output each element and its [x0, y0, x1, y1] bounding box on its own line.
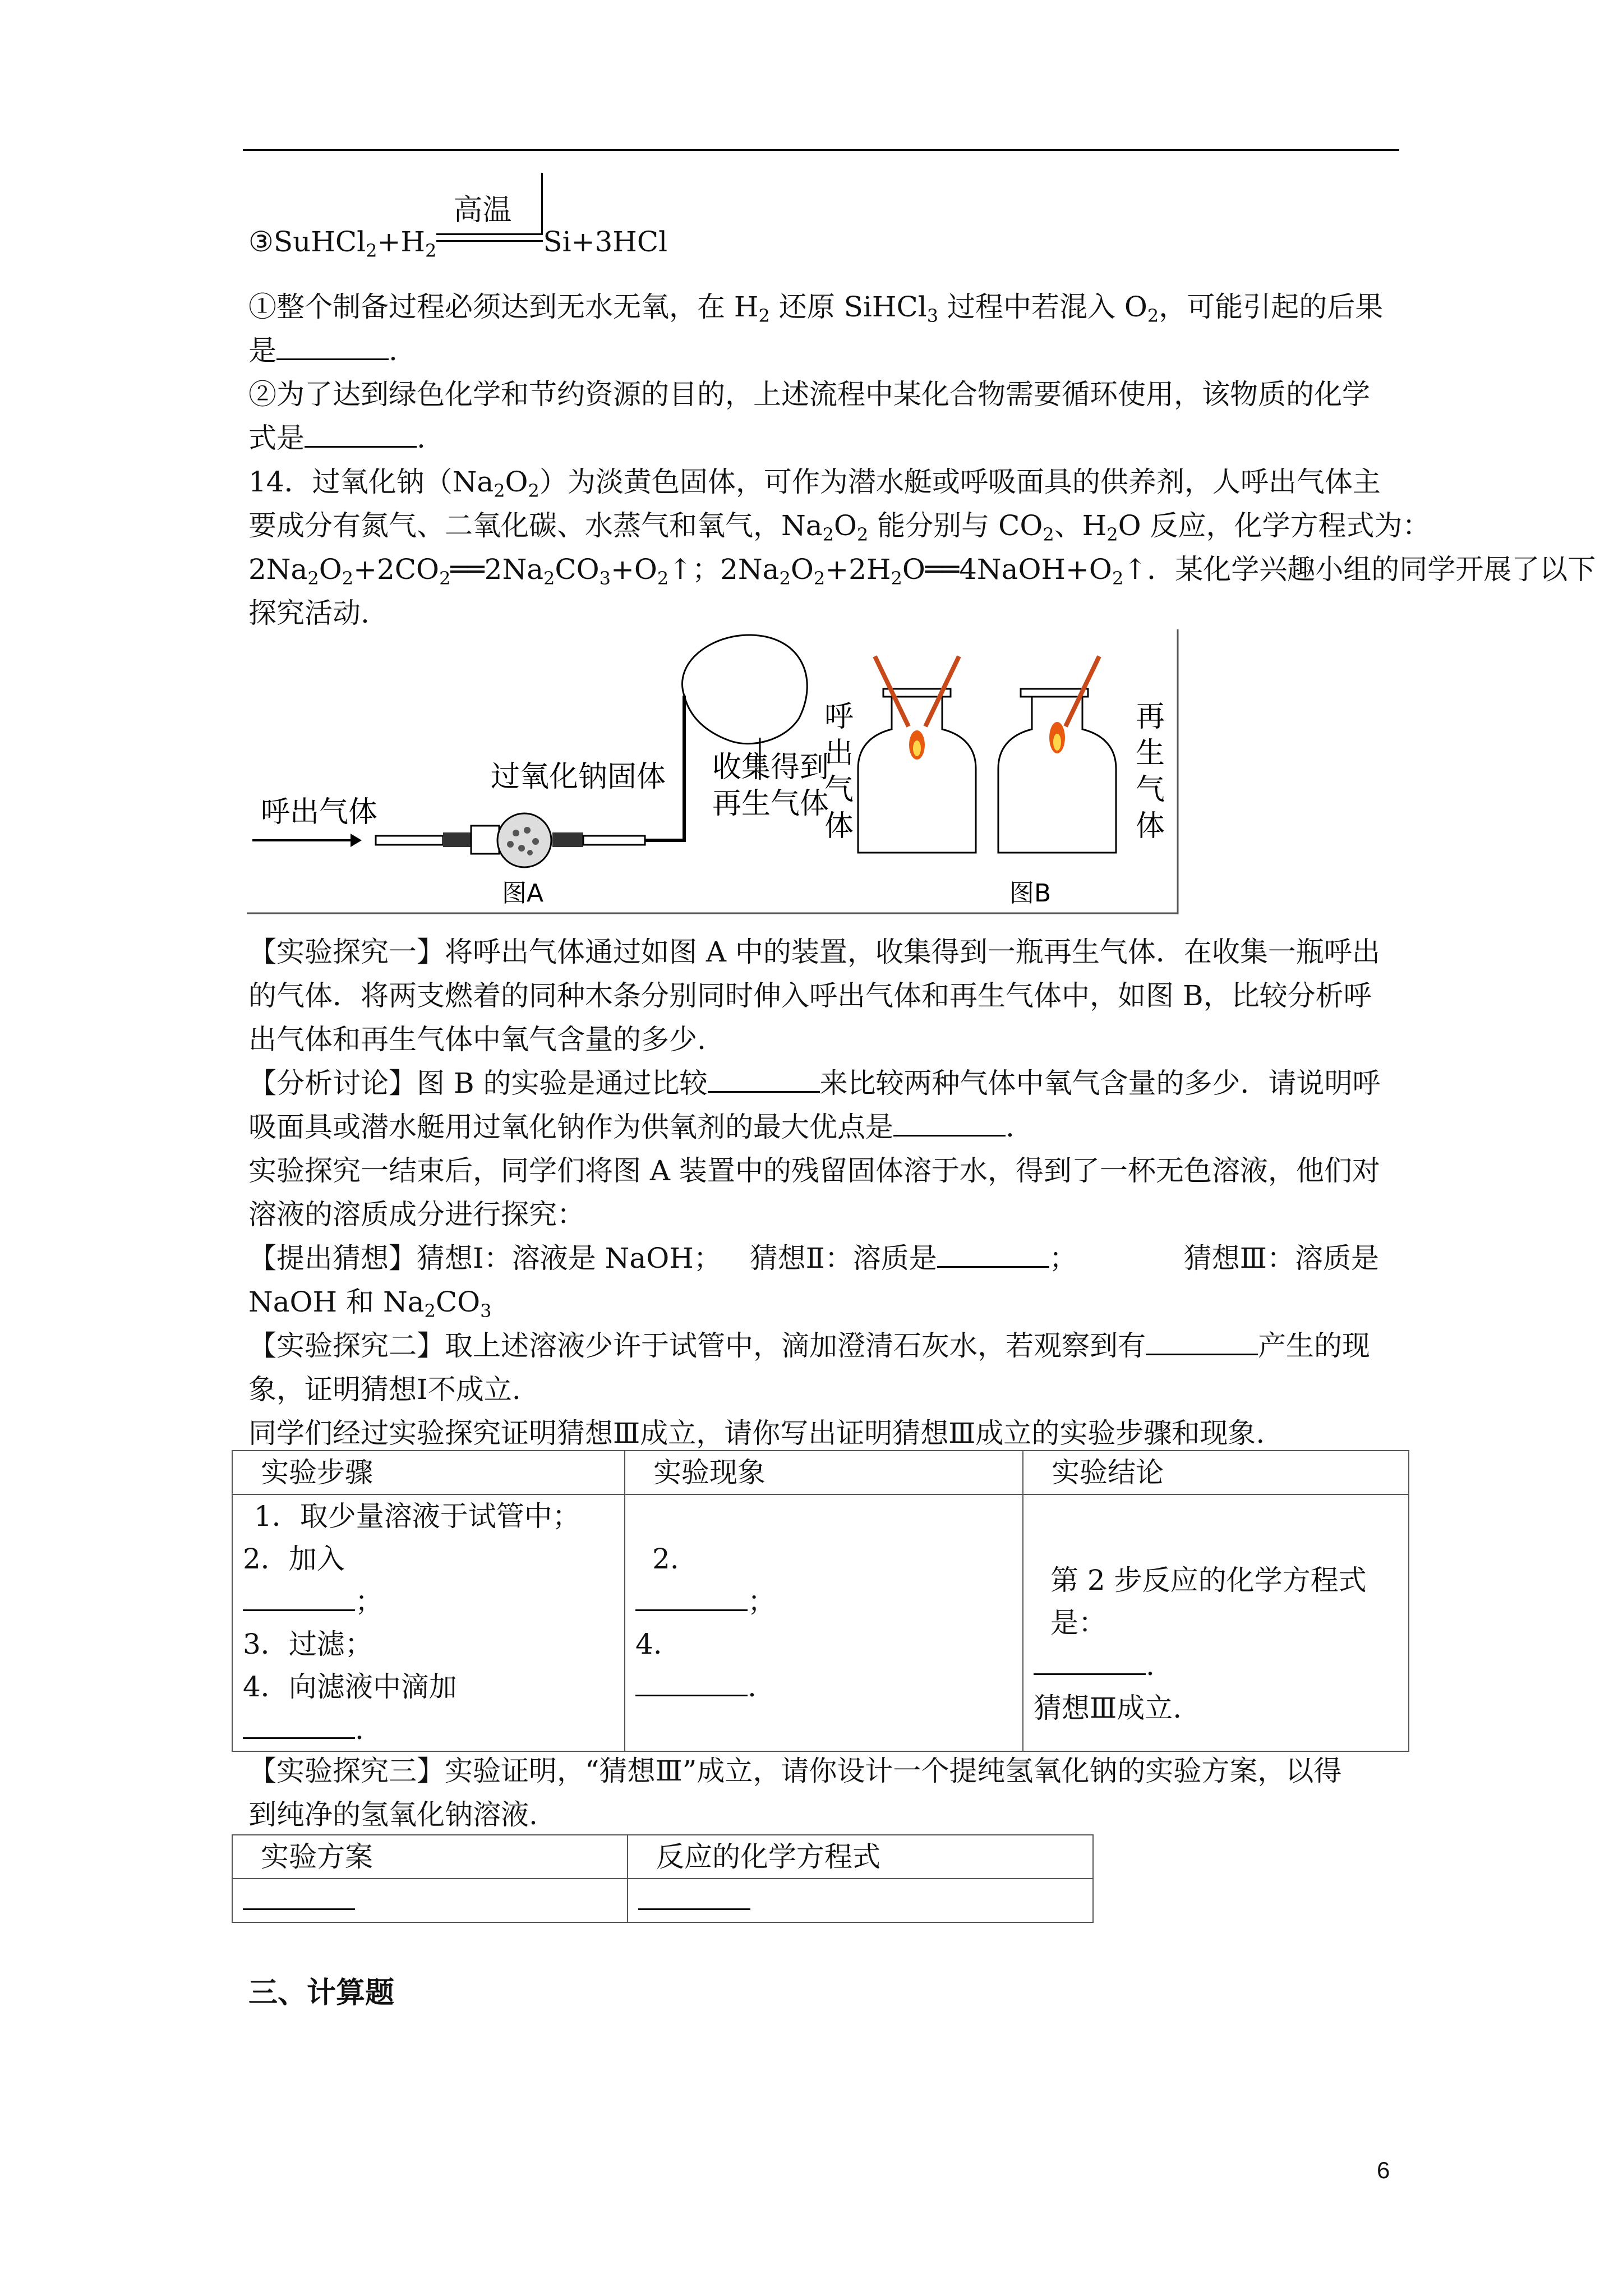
text: 探究活动.: [248, 597, 370, 629]
exp2-line1: [248, 1324, 1404, 1368]
text: 实验探究一结束后，同学们将图 A 装置中的残留固体溶于水，得到了一杯无色溶液，他们对: [248, 1154, 1380, 1187]
sodium-peroxide-chamber: [497, 813, 551, 867]
cell-steps: [232, 1494, 625, 1751]
collection-bag: [683, 635, 808, 744]
text: ↑．某化学兴趣小组的同学开展了以下: [1123, 553, 1596, 586]
subscript: 2: [758, 305, 770, 326]
answer-blank[interactable]: [276, 336, 389, 360]
answer-blank[interactable]: [243, 1715, 355, 1739]
label-exhaled-1: 呼: [824, 700, 854, 734]
subscript: 2: [543, 568, 555, 589]
label-exhaled-4: 体: [824, 809, 854, 843]
answer-blank[interactable]: [635, 1587, 748, 1611]
guess-line1: [248, 1236, 1404, 1280]
cell-plan: [232, 1879, 628, 1922]
subscript: 3: [480, 1300, 492, 1322]
bottle-exhaled: [858, 696, 976, 853]
text: 象，证明猜想Ⅰ不成立.: [248, 1373, 521, 1406]
header-steps: 实验步骤: [232, 1451, 625, 1494]
cell-equation: [628, 1879, 1093, 1922]
subscript: 2: [307, 568, 319, 589]
subscript: 2: [1043, 524, 1054, 545]
answer-blank[interactable]: [638, 1886, 750, 1910]
equation-text: +H: [377, 226, 425, 258]
step-4: 4．向滤液中滴加: [243, 1671, 457, 1703]
text: ；: [355, 1585, 383, 1618]
text: ②为了达到绿色化学和节约资源的目的，上述流程中某化合物需要循环使用，该物质的化学: [248, 378, 1370, 411]
text: 14．过氧化钠（Na: [248, 466, 494, 498]
text: 同学们经过实验探究证明猜想Ⅲ成立，请你写出证明猜想Ⅲ成立的实验步骤和现象.: [248, 1417, 1265, 1450]
text: ①整个制备过程必须达到无水无氧，在 H: [248, 291, 759, 323]
text: .: [355, 1713, 364, 1746]
text: 过程中若混入 O: [938, 291, 1147, 323]
text: 、H: [1054, 509, 1107, 542]
text: 的气体．将两支燃着的同种木条分别同时伸入呼出气体和再生气体中，如图 B，比较分析呼: [248, 979, 1372, 1012]
subscript: 2: [813, 568, 826, 589]
section-heading: 三、计算题: [248, 1976, 395, 2010]
text: ）为淡黄色固体，可作为潜水艇或呼吸面具的供养剂，人呼出气体主: [539, 466, 1381, 498]
text: 猜想Ⅱ：溶质是: [749, 1242, 937, 1274]
subscript: 2: [342, 568, 354, 589]
answer-blank[interactable]: [1034, 1651, 1146, 1675]
text: NaOH 和 Na: [248, 1286, 425, 1318]
after-line1: [248, 1149, 1404, 1193]
text: +2H: [825, 553, 891, 586]
answer-blank[interactable]: [635, 1672, 748, 1696]
text: 【实验探究二】取上述溶液少许于试管中，滴加澄清石灰水，若观察到有: [248, 1329, 1146, 1362]
equation-text: ③SuHCl: [248, 226, 366, 258]
exp3-line2: [248, 1793, 1404, 1837]
label-collect: 再生气体: [712, 787, 829, 821]
text: ；: [748, 1585, 776, 1618]
text: 【实验探究一】将呼出气体通过如图 A 中的装置，收集得到一瓶再生气体．在收集一瓶呼出: [248, 936, 1380, 968]
answer-blank[interactable]: [708, 1069, 820, 1093]
conclusion-result: 猜想Ⅲ成立.: [1034, 1692, 1182, 1724]
text: 【实验探究三】实验证明，“猜想Ⅲ”成立，请你设计一个提纯氢氧化钠的实验方案，以得: [248, 1755, 1342, 1787]
text: O══4NaOH+O: [902, 553, 1112, 586]
text: 【分析讨论】图 B 的实验是通过比较: [248, 1067, 708, 1099]
subscript: 2: [1106, 524, 1118, 545]
subscript: 2: [425, 240, 437, 261]
label-exhaled-3: 气: [824, 773, 854, 807]
text: CO: [435, 1286, 481, 1318]
subscript: 2: [657, 568, 669, 589]
question-cycle-line2: [248, 416, 1404, 460]
subscript: 2: [528, 480, 540, 501]
text: .: [417, 422, 426, 454]
question-cycle-line1: [248, 372, 1404, 416]
label-solid: 过氧化钠固体: [491, 760, 666, 794]
exp2-line3: [248, 1411, 1404, 1455]
answer-blank[interactable]: [1146, 1331, 1258, 1355]
exp1-line1: [248, 930, 1404, 974]
header-equation: 反应的化学方程式: [628, 1835, 1093, 1879]
text: 要成分有氮气、二氧化碳、水蒸气和氧气，Na: [248, 509, 823, 542]
text: .: [1006, 1111, 1015, 1143]
text: 式是: [248, 422, 305, 454]
exp2-line2: [248, 1368, 1404, 1411]
text: 吸面具或潜水艇用过氧化钠作为供氧剂的最大优点是: [248, 1111, 893, 1143]
subscript: 2: [891, 568, 902, 589]
subscript: 2: [1112, 568, 1124, 589]
header-rule: [243, 149, 1399, 151]
text: ↑；2Na: [668, 553, 780, 586]
purification-table: [232, 1834, 1094, 1923]
text: O: [790, 553, 814, 586]
answer-blank[interactable]: [243, 1886, 355, 1910]
discuss-line2: [248, 1105, 1404, 1149]
text: .: [748, 1671, 757, 1703]
text: 【提出猜想】猜想Ⅰ：溶液是 NaOH；: [248, 1242, 722, 1274]
text: O: [833, 509, 857, 542]
equation-text: Si+3HCl: [543, 226, 668, 258]
discuss-line1: [248, 1061, 1404, 1105]
equation-3: [248, 194, 1404, 273]
exp1-line3: [248, 1018, 1404, 1061]
after-line2: [248, 1193, 1404, 1236]
conclusion-equation: 第 2 步反应的化学方程式是：: [1050, 1564, 1367, 1639]
text: CO: [555, 553, 600, 586]
cell-conclusion: [1023, 1494, 1409, 1751]
step-3: 3．过滤；: [243, 1628, 373, 1660]
subscript: 2: [1147, 305, 1159, 326]
answer-blank[interactable]: [243, 1587, 355, 1611]
label-regen-2: 生: [1136, 737, 1165, 770]
step-1: 1．取少量溶液于试管中；: [254, 1500, 580, 1533]
subscript: 2: [494, 480, 505, 501]
text: 到纯净的氢氧化钠溶液.: [248, 1798, 538, 1831]
reaction-condition: [436, 194, 543, 255]
subscript: 3: [599, 568, 611, 589]
text: 溶液的溶质成分进行探究：: [248, 1198, 585, 1231]
answer-blank[interactable]: [937, 1244, 1049, 1268]
step-2: 2．加入: [243, 1543, 345, 1575]
text: ══2Na: [450, 553, 543, 586]
subscript: 2: [424, 1300, 436, 1322]
header-conclusion: 实验结论: [1023, 1451, 1409, 1494]
label-regen-1: 再: [1136, 700, 1165, 734]
condition-label: 高温: [453, 194, 512, 227]
header-plan: 实验方案: [232, 1835, 628, 1879]
label-breath: 呼出气体: [261, 795, 378, 829]
text: O 反应，化学方程式为：: [1118, 509, 1431, 542]
text: 来比较两种气体中氧气含量的多少．请说明呼: [819, 1067, 1381, 1099]
experiment-table: [232, 1450, 1409, 1752]
subscript: 2: [822, 524, 834, 545]
phen-4: 4.: [635, 1628, 662, 1660]
label-regen-4: 体: [1136, 809, 1165, 843]
exp3-line1: [248, 1749, 1404, 1793]
subscript: 2: [366, 240, 377, 261]
apparatus-figure: [247, 628, 1181, 914]
text: +O: [610, 553, 657, 586]
text: 还原 SiHCl: [769, 291, 927, 323]
subscript: 2: [779, 568, 791, 589]
text: O: [319, 553, 342, 586]
text: .: [389, 334, 398, 367]
text: 猜想Ⅲ：溶质是: [1183, 1242, 1380, 1274]
answer-blank[interactable]: [305, 424, 417, 448]
page-number: 6: [1377, 2157, 1390, 2183]
text: ；: [1049, 1242, 1077, 1274]
caption-figure-a: 图A: [502, 879, 544, 908]
question-o2-line2: [248, 329, 1404, 372]
header-phenomena: 实验现象: [625, 1451, 1023, 1494]
exp1-line2: [248, 974, 1404, 1018]
subscript: 3: [926, 305, 939, 326]
text: 产生的现: [1258, 1329, 1370, 1362]
subscript: 2: [856, 524, 869, 545]
text: O: [505, 466, 528, 498]
text: 能分别与 CO: [868, 509, 1043, 542]
text: 出气体和再生气体中氧气含量的多少.: [248, 1023, 706, 1056]
label-regen-3: 气: [1136, 773, 1165, 807]
caption-figure-b: 图B: [1009, 879, 1052, 908]
phen-2: 2.: [652, 1543, 679, 1575]
text: .: [1146, 1649, 1155, 1682]
text: 是: [248, 334, 276, 367]
label-collect: 收集得到: [712, 751, 829, 784]
cell-phenomena: [625, 1494, 1023, 1751]
bottle-regenerated: [998, 696, 1116, 853]
text: 2Na: [248, 553, 308, 586]
text: +2CO: [353, 553, 440, 586]
label-exhaled-2: 出: [824, 737, 854, 770]
text: ，可能引起的后果: [1159, 291, 1384, 323]
answer-blank[interactable]: [893, 1112, 1006, 1137]
subscript: 2: [439, 568, 451, 589]
